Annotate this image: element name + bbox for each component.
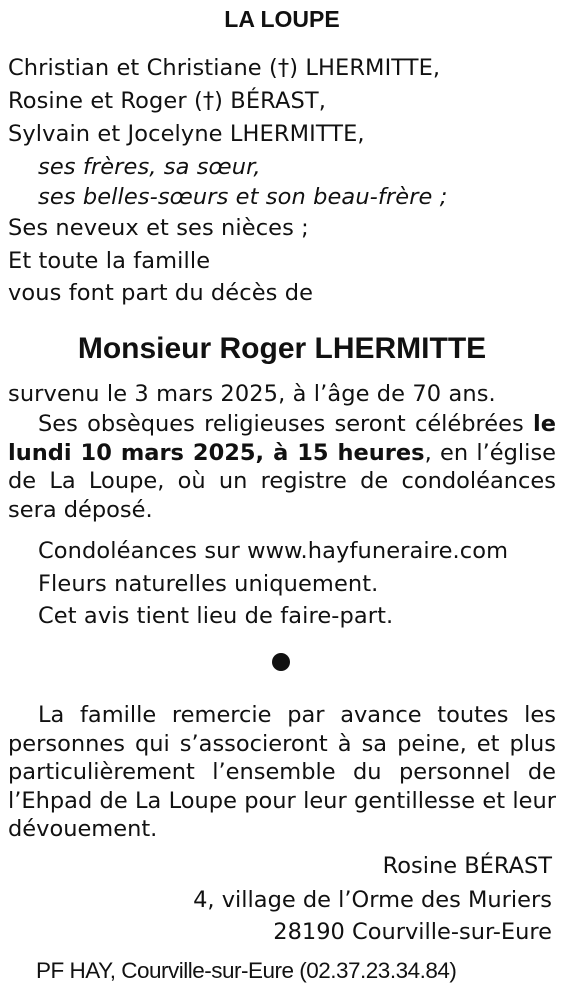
thanks-paragraph: La famille remercie par avance toutes les personnes qui s’associeront à sa peine, et plus particulièrement l’ensemble du personnel de l’Ehpad de La Loupe pour leur gentillesse et leur dévouement. [8,702,556,842]
family-line: ses belles-sœurs et son beau-frère ; [38,184,448,210]
family-line: Et toute la famille [8,248,211,274]
family-line: vous font part du décès de [8,280,314,306]
notice-line: Cet avis tient lieu de faire-part. [38,603,394,629]
death-line: survenu le 3 mars 2025, à l’âge de 70 ans. [8,381,496,407]
funeral-home-footer: PF HAY, Courville-sur-Eure (02.37.23.34.84) [36,958,457,983]
deceased-name: Monsieur Roger LHERMITTE [77,332,487,365]
condolences-line: Condoléances sur www.hayfuneraire.com [38,538,509,564]
family-line: Christian et Christiane (†) LHERMITTE, [8,55,441,81]
funeral-prefix: Ses obsèques religieuses seront célébrées [38,411,534,437]
funeral-paragraph [8,410,556,524]
family-line: Ses neveux et ses nièces ; [8,215,309,241]
family-line: Rosine et Roger (†) BÉRAST, [8,88,326,114]
family-line: Sylvain et Jocelyne LHERMITTE, [8,121,365,147]
separator-bullet [272,653,290,671]
family-line: ses frères, sa sœur, [38,154,261,180]
sender-city: 28190 Courville-sur-Eure [273,919,552,945]
place-heading: LA LOUPE [224,6,340,32]
flowers-line: Fleurs naturelles uniquement. [38,571,379,597]
sender-name: Rosine BÉRAST [382,853,552,879]
funeral-date: le lundi 10 mars 2025, à 15 heures [8,411,556,466]
sender-address: 4, village de l’Orme des Muriers [193,887,552,913]
funeral-suffix: , en l’église de La Loupe, où un registre de condoléances sera déposé. [8,439,557,523]
